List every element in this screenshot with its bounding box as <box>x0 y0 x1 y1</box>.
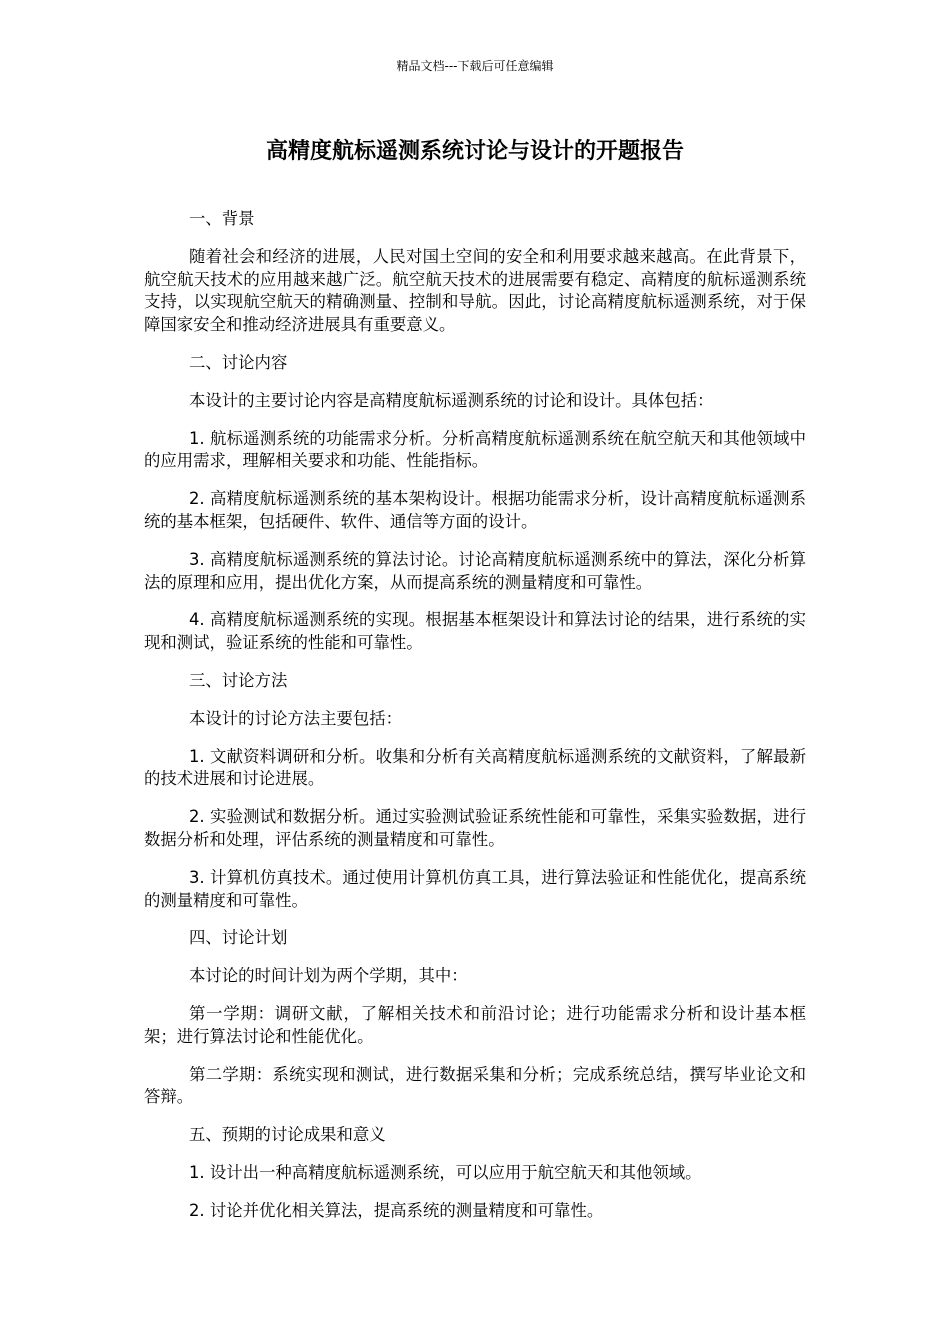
plan-semester-1: 第一学期：调研文献，了解相关技术和前沿讨论；进行功能需求分析和设计基本框架；进行算法讨论和性能优化。 <box>144 1003 806 1046</box>
list-item-methods-1: 1. 文献资料调研和分析。收集和分析有关高精度航标遥测系统的文献资料，了解最新的技术进展和讨论进展。 <box>144 746 806 789</box>
list-item-content-3: 3. 高精度航标遥测系统的算法讨论。讨论高精度航标遥测系统中的算法，深化分析算法的原理和应用，提出优化方案，从而提高系统的测量精度和可靠性。 <box>144 549 806 592</box>
paragraph-content-intro: 本设计的主要讨论内容是高精度航标遥测系统的讨论和设计。具体包括： <box>189 390 714 410</box>
list-item-content-4: 4. 高精度航标遥测系统的实现。根据基本框架设计和算法讨论的结果，进行系统的实现和测试，验证系统的性能和可靠性。 <box>144 610 806 653</box>
section-heading-outcomes: 五、预期的讨论成果和意义 <box>189 1125 386 1145</box>
section-heading-methods: 三、讨论方法 <box>189 670 288 690</box>
paragraph-methods-intro: 本设计的讨论方法主要包括： <box>189 708 403 728</box>
document-body <box>144 208 806 1223</box>
section-heading-background: 一、背景 <box>189 209 255 228</box>
list-item-outcomes-1: 1. 设计出一种高精度航标遥测系统，可以应用于航空航天和其他领域。 <box>189 1162 702 1182</box>
list-item-methods-2: 2. 实验测试和数据分析。通过实验测试验证系统性能和可靠性，采集实验数据，进行数据分析和处理，评估系统的测量精度和可靠性。 <box>144 807 806 849</box>
list-item-content-2: 2. 高精度航标遥测系统的基本架构设计。根据功能需求分析，设计高精度航标遥测系统的基本框架，包括硬件、软件、通信等方面的设计。 <box>144 489 806 531</box>
plan-semester-2: 第二学期：系统实现和测试，进行数据采集和分析；完成系统总结，撰写毕业论文和答辩。 <box>144 1064 806 1107</box>
list-item-outcomes-2: 2. 讨论并优化相关算法，提高系统的测量精度和可靠性。 <box>189 1200 604 1220</box>
list-item-methods-3: 3. 计算机仿真技术。通过使用计算机仿真工具，进行算法验证和性能优化，提高系统的测量精度和可靠性。 <box>144 867 806 910</box>
header-note: 精品文档---下载后可任意编辑 <box>396 59 554 73</box>
section-heading-content: 二、讨论内容 <box>189 352 288 372</box>
section-heading-plan: 四、讨论计划 <box>189 928 288 948</box>
list-item-content-1: 1. 航标遥测系统的功能需求分析。分析高精度航标遥测系统在航空航天和其他领域中的应用需求，理解相关要求和功能、性能指标。 <box>144 428 806 471</box>
document-title: 高精度航标遥测系统讨论与设计的开题报告 <box>265 139 684 164</box>
paragraph-background: 随着社会和经济的进展，人民对国土空间的安全和利用要求越来越高。在此背景下，航空航天技术的应用越来越广泛。航空航天技术的进展需要有稳定、高精度的航标遥测系统支持，以实现航空航天的精确测量、控制和导航。因此，讨论高精度航标遥测系统，对于保障国家安全和推动经济进展具有重要意义。 <box>144 246 806 335</box>
paragraph-plan-intro: 本讨论的时间计划为两个学期，其中： <box>189 966 468 986</box>
